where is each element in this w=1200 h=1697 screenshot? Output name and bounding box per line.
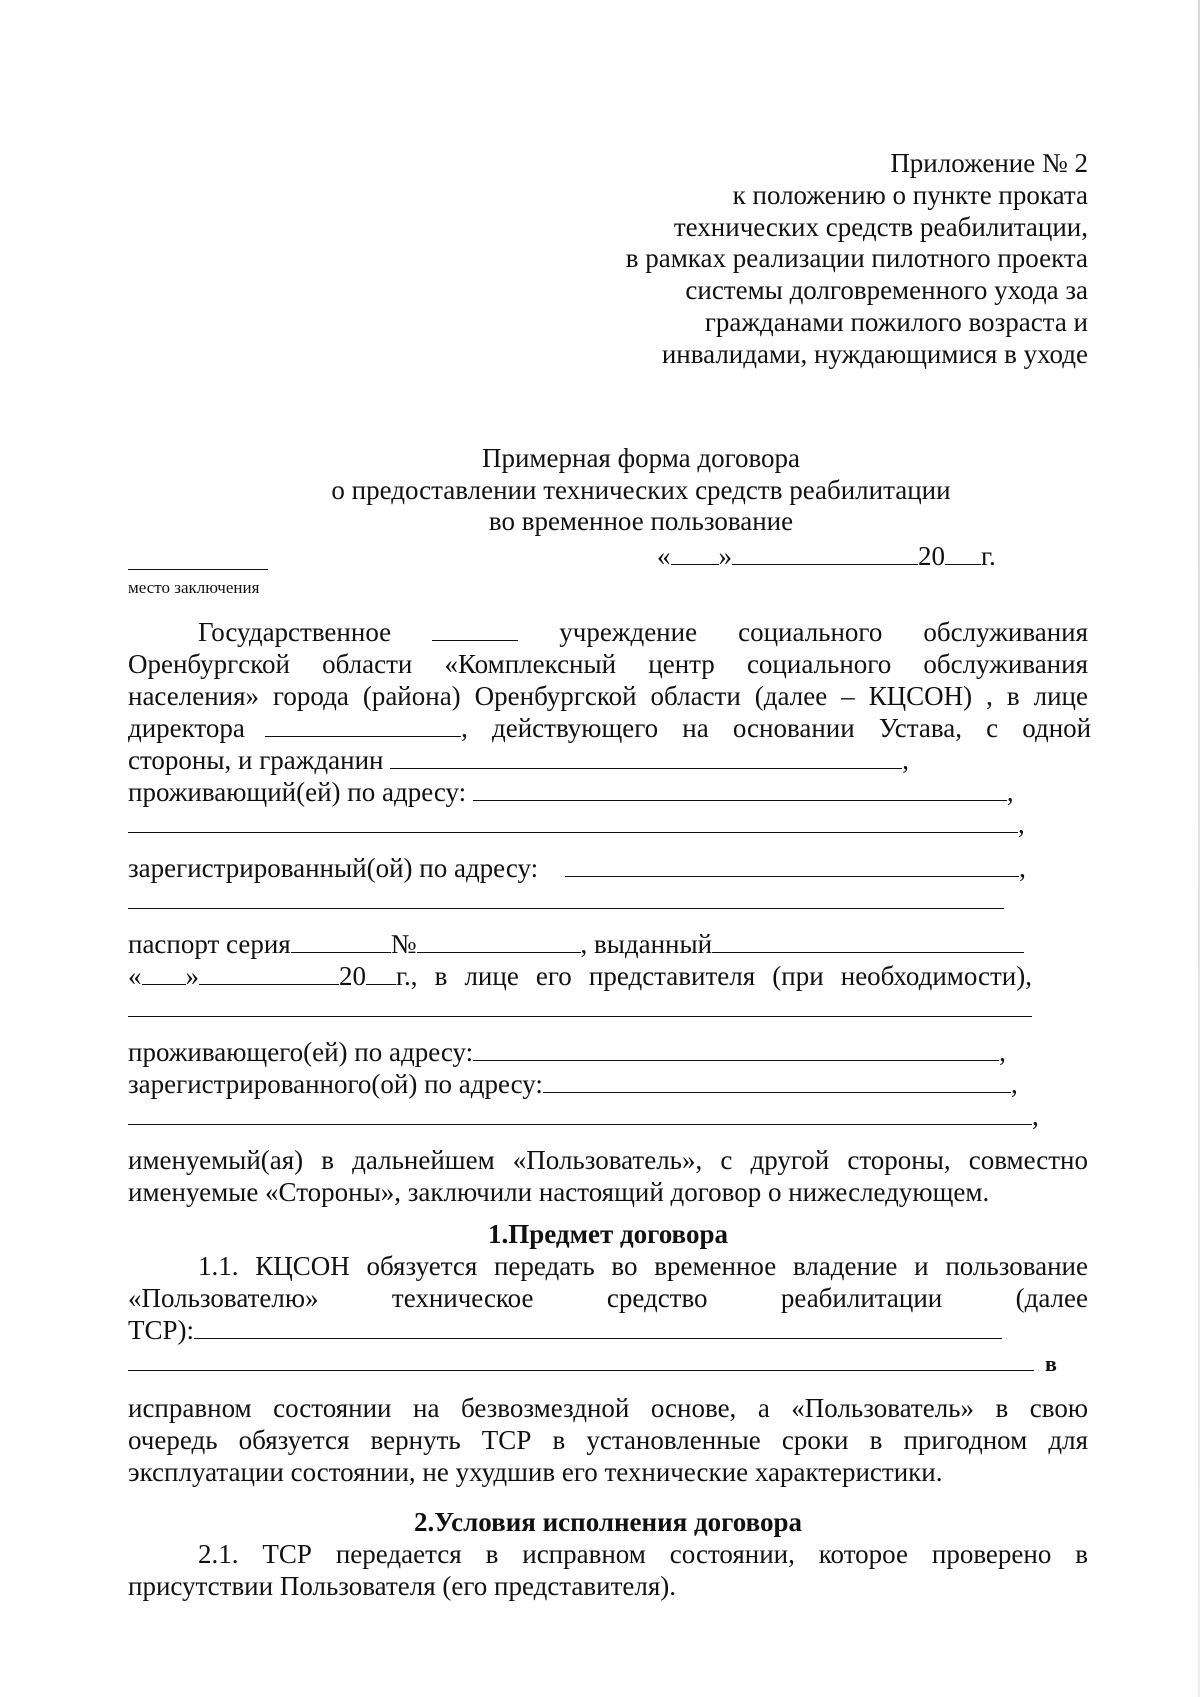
text: проживающий(ей) по адресу: [128, 777, 467, 807]
rep-registration-blank-2[interactable] [128, 1100, 1032, 1125]
section-1-line: 1.1. КЦСОН обязуется передать во временное владение и пользование [198, 1251, 1088, 1281]
residence-address-blank-2[interactable] [128, 808, 1018, 833]
appendix-line: в рамках реализации пилотного проекта [625, 243, 1088, 274]
text: , [1018, 809, 1025, 839]
text: Государственное [198, 617, 392, 647]
text: ТСР): [128, 1315, 195, 1345]
text: , выданный [580, 929, 713, 959]
date-open-quote: « [657, 541, 671, 571]
appendix-line: системы долговременного ухода за [685, 275, 1088, 306]
rep-residence-blank[interactable] [473, 1036, 999, 1061]
rep-registration-blank[interactable] [543, 1068, 1011, 1093]
passport-month-blank[interactable] [199, 960, 339, 985]
appendix-line: технических средств реабилитации, [673, 211, 1088, 242]
passport-issuer-blank[interactable] [712, 928, 1024, 953]
text: , [1019, 853, 1026, 883]
text: « [128, 961, 142, 991]
place-blank[interactable] [128, 569, 268, 570]
year-blank[interactable] [945, 540, 981, 565]
text: учреждение социального обслуживания [559, 617, 1089, 647]
section-1-line: исправном состоянии на безвозмездной основе, а «Пользователь» в свою [128, 1393, 1088, 1423]
text: проживающего(ей) по адресу: [128, 1037, 474, 1067]
text: , [902, 745, 909, 775]
citizen-line [128, 744, 1088, 776]
text: , [1032, 1101, 1039, 1131]
text: № [390, 929, 417, 959]
year-suffix: г. [981, 541, 996, 571]
registration-address-blank[interactable] [565, 852, 1019, 877]
text: г., в лице его представителя (при необходимости), [396, 961, 1032, 991]
section-2-line: присутствии Пользователя (его представителя). [128, 1571, 677, 1601]
text: , [1010, 1069, 1018, 1099]
passport-day-blank[interactable] [142, 960, 186, 985]
title-line-2: о предоставлении технических средств реабилитации [331, 474, 951, 505]
director-line [128, 712, 1092, 744]
director-name-blank[interactable] [265, 712, 461, 737]
appendix-header [626, 148, 1088, 371]
preamble-line: именуемый(ая) в дальнейшем «Пользователь», с другой стороны, совместно [128, 1145, 1088, 1175]
type-blank[interactable] [432, 616, 518, 641]
text: , [999, 1037, 1006, 1067]
text: в [1045, 1351, 1057, 1376]
date-close-quote: » [718, 541, 732, 571]
appendix-line: гражданами пожилого возраста и [704, 306, 1088, 337]
month-blank[interactable] [732, 540, 918, 565]
text: директора [128, 713, 245, 743]
text: » [185, 961, 199, 991]
preamble-line: Оренбургской области «Комплексный центр социального обслуживания [128, 649, 1088, 679]
preamble [128, 616, 1092, 1602]
passport-series-blank[interactable] [291, 928, 391, 953]
appendix-line: Приложение № 2 [890, 148, 1088, 178]
rep-registration-line-2 [128, 1100, 1088, 1132]
passport-number-blank[interactable] [417, 928, 581, 953]
registration-line-2 [128, 884, 1088, 916]
contract-date-line [657, 540, 996, 572]
day-blank[interactable] [671, 540, 719, 565]
appendix-line: инвалидами, нуждающимися в уходе [661, 338, 1088, 369]
text: , действующего на основании Устава, с одной [461, 713, 1092, 743]
residence-line-2 [128, 808, 1088, 840]
section-2-line: 2.1. ТСР передается в исправном состоянии, которое проверено в [198, 1539, 1088, 1569]
section-1-line: «Пользователю» техническое средство реабилитации (далее [128, 1283, 1088, 1313]
passport-line [128, 928, 1088, 960]
rep-residence-line [128, 1036, 1088, 1068]
preamble-line: населения» города (района) Оренбургской области (далее – КЦСОН) , в лице [128, 681, 1088, 711]
residence-address-blank[interactable] [473, 776, 1007, 801]
preamble-line [128, 616, 1088, 648]
section-1-line: эксплуатации состоянии, не ухудшив его технические характеристики. [128, 1457, 943, 1487]
passport-date-line [128, 960, 1088, 992]
section-1-title: 1.Предмет договора [488, 1219, 728, 1249]
text: зарегистрированный(ой) по адресу: [128, 853, 539, 883]
rep-registration-line [128, 1068, 1088, 1100]
text: 20 [339, 961, 366, 991]
preamble-line: именуемые «Стороны», заключили настоящий договор о нижеследующем. [128, 1177, 990, 1207]
tsr-name-blank[interactable] [194, 1314, 1002, 1339]
document-title [0, 443, 1200, 538]
representative-blank[interactable] [128, 992, 1032, 1017]
citizen-name-blank[interactable] [390, 744, 902, 769]
registration-address-blank-2[interactable] [128, 884, 1004, 909]
tsr-line-2 [128, 1346, 1088, 1380]
year-prefix: 20 [918, 541, 945, 571]
appendix-line: к положению о пункте проката [732, 179, 1088, 210]
text: , [1006, 777, 1014, 807]
title-line-1: Примерная форма договора [481, 443, 801, 473]
representative-line [128, 992, 1088, 1024]
place-label: место заключения [128, 578, 260, 597]
residence-line [128, 776, 1088, 808]
section-2-title: 2.Условия исполнения договора [414, 1507, 802, 1537]
registration-line [128, 852, 1088, 884]
text: стороны, и гражданин [128, 745, 384, 775]
text: зарегистрированного(ой) по адресу: [128, 1069, 543, 1099]
text: паспорт серия [128, 929, 291, 959]
section-1-line: очередь обязуется вернуть ТСР в установленные сроки в пригодном для [128, 1425, 1088, 1455]
tsr-line [128, 1314, 1088, 1346]
title-line-3: во временное пользование [488, 506, 794, 536]
passport-year-blank[interactable] [366, 960, 396, 985]
tsr-name-blank-2[interactable] [128, 1346, 1034, 1371]
